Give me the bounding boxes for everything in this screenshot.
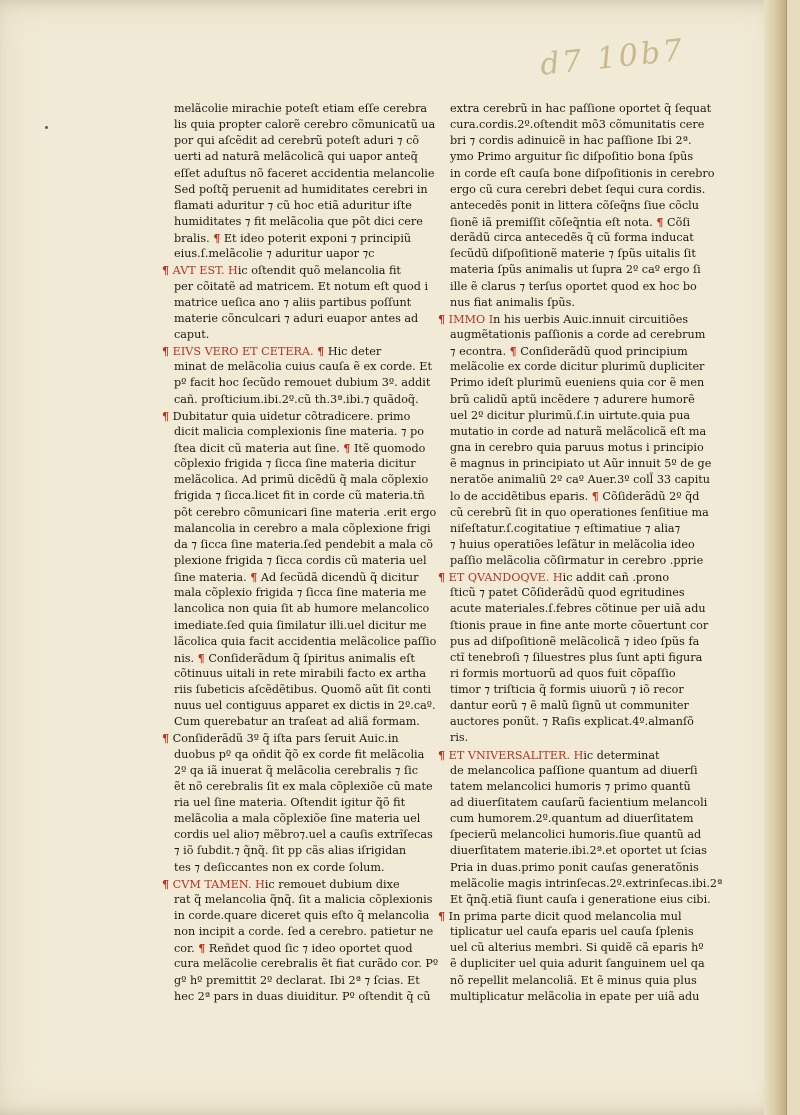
text-line: por qui aſcẽdit ad cerebrũ poteſt aduri ⁊ cõ bbox=[174, 134, 420, 148]
text-line: uel cũ alterius membri. Si quidẽ cã eparis hº bbox=[450, 941, 704, 955]
text-line: ſine materia. ¶ Ad ſecũdã dicendũ q̃ dicitur bbox=[174, 570, 419, 585]
text-line: melãcolia a mala cõplexiõe ſine materia uel bbox=[174, 812, 421, 826]
text-line: põt cerebro cõmunicari ſine materia .erit ergo bbox=[174, 505, 437, 519]
left-text-column bbox=[162, 101, 439, 1005]
text-line: bralis. ¶ Et ideo poterit exponi ⁊ principiũ bbox=[174, 231, 412, 246]
text-line: imediate.ſed quia ſimilatur illi.uel dicitur me bbox=[174, 618, 427, 632]
text-line: mutatio in corde ad naturã melãcolicã eſt ma bbox=[450, 424, 707, 438]
text-line: cañ. proſticium.ibi.2º.cũ th.3ª.ibi.⁊ quãdoq̃. bbox=[174, 392, 419, 406]
text-line: eſſet aduſtus nõ faceret accidentia melancolie bbox=[174, 166, 435, 180]
text-line: per cõitatẽ ad matricem. Et notum eſt quod i bbox=[174, 279, 429, 293]
text-line: timor ⁊ triſticia q̃ formis uiuorũ ⁊ iõ recor bbox=[450, 683, 684, 697]
text-line: ¶ EIVS VERO ET CETERA. ¶ Hic deter bbox=[162, 344, 382, 359]
text-line: rat q̃ melancolia q̃nq̃. ſit a malicia cõplexionis bbox=[174, 892, 433, 906]
text-line: melãcolica. Ad primũ dicẽdũ q̃ mala cõplexio bbox=[174, 473, 429, 487]
text-line: materie cõnculcari ⁊ aduri euapor antes ad bbox=[174, 311, 419, 325]
text-line: brũ calidũ aptũ incẽdere ⁊ adurere humorẽ bbox=[450, 392, 695, 406]
text-line: dicit malicia complexionis ſine materia. ⁊ po bbox=[174, 424, 425, 438]
text-line: ad diuerſitatem cauſarũ facientium melancoli bbox=[450, 796, 708, 810]
text-line: Sed poſtq̃ peruenit ad humiditates cerebri in bbox=[174, 182, 428, 196]
text-line: ẽ dupliciter uel quia adurit ſanguinem uel qa bbox=[450, 957, 705, 971]
text-line: ſticũ ⁊ patet Cõſiderãdũ quod egritudines bbox=[450, 586, 685, 600]
text-line: extra cerebrũ in hac paſſione oportet q̃ ſequat bbox=[450, 102, 712, 115]
text-line: nis. ¶ Conſiderãdum q̃ ſpiritus animalis eſt bbox=[174, 650, 415, 665]
text-line: ctĩ tenebroſi ⁊ ſiluestres plus ſunt apti figura bbox=[450, 650, 703, 664]
text-line: da ⁊ ſicca ſine materia.ſed pendebit a mala cõ bbox=[174, 537, 433, 551]
text-line: lo de accidẽtibus eparis. ¶ Cõſiderãdũ 2º q̃d bbox=[450, 489, 700, 504]
text-line: tiplicatur uel cauſa eparis uel cauſa ſplenis bbox=[450, 925, 694, 939]
text-line: melãcolie magis intrinſecas.2º.extrinſecas.ibi.2ª bbox=[450, 876, 723, 890]
text-line: neratõe animaliũ 2º caº Auer.3º coll̃ 33 capitu bbox=[450, 473, 710, 487]
text-line: cura melãcolie cerebralis ẽt fiat curãdo cor. Pº bbox=[174, 957, 439, 971]
text-line: in corde eſt cauſa bone diſpoſitionis in cerebro bbox=[450, 166, 715, 180]
text-line: ſecũdũ diſpoſitionẽ materie ⁊ ſpũs uitalis ſit bbox=[450, 247, 696, 261]
text-line: plexione frigida ⁊ ſicca cordis cũ materia uel bbox=[174, 553, 427, 567]
text-line: gº hº premittit 2º declarat. Ibi 2ª ⁊ ſcias. Et bbox=[174, 973, 420, 987]
text-line: auctores ponũt. ⁊ Raſis explicat.4º.almanſõ bbox=[450, 715, 694, 729]
text-line: humiditates ⁊ fit melãcolia que põt dici cere bbox=[174, 214, 423, 228]
text-line: pº facit hoc ſecũdo remouet dubium 3º. addit bbox=[174, 376, 431, 390]
text-line: ¶ IMMO In his uerbis Auic.innuit circuitiões bbox=[438, 311, 689, 326]
text-line: tatem melancolici humoris ⁊ primo quantũ bbox=[450, 779, 691, 793]
page-gutter-shadow bbox=[764, 0, 786, 1115]
text-line: uel 2º dicitur plurimũ.ſ.in uirtute.quia pua bbox=[450, 408, 691, 422]
text-line: melãcolie mirachie poteſt etiam eſſe cerebra bbox=[174, 102, 428, 115]
text-line: melãcolie ex corde dicitur plurimũ dupliciter bbox=[450, 360, 705, 374]
text-line: ẽt nõ cerebralis ſit ex mala cõplexiõe cũ mate bbox=[174, 779, 433, 793]
text-line: materia ſpũs animalis ut ſupra 2º caº ergo ſi bbox=[450, 263, 701, 277]
text-line: ¶ Conſiderãdũ 3º q̃ iſta pars ſeruit Auic.in bbox=[162, 731, 399, 746]
text-line: bri ⁊ cordis adinuicẽ in hac paſſione Ibi 2ª. bbox=[450, 134, 692, 148]
text-line: Et q̃nq̃.etiã ſiunt cauſa i generatione eius cibi. bbox=[450, 892, 711, 906]
text-line: ria uel ſine materia. Oſtendit igitur q̃õ fit bbox=[174, 796, 406, 810]
text-line: cor. ¶ Reñdet quod ſic ⁊ ideo oportet quod bbox=[174, 941, 413, 956]
text-line: derãdũ circa antecedẽs q̃ cũ forma inducat bbox=[450, 231, 694, 245]
text-line: in corde.quare diceret quis eſto q̃ melancolia bbox=[174, 909, 430, 923]
text-line: ⁊ iõ ſubdit.⁊ q̃nq̃. ſit pp cãs alias iſrigidan bbox=[174, 844, 407, 858]
text-line: cordis uel alio⁊ mẽbro⁊.uel a cauſis extrĩſecas bbox=[174, 828, 433, 842]
text-line: ſtionis praue in fine ante morte cõuertunt cor bbox=[450, 618, 709, 632]
text-line: 2º qa iã inuerat q̃ melãcolia cerebralis ⁊ ſic bbox=[174, 763, 418, 777]
text-line: riis ſubeticis aſcẽdẽtibus. Quomõ aũt ſit conti bbox=[174, 683, 431, 697]
text-line: dantur eorũ ⁊ ẽ malũ ſignũ ut communiter bbox=[450, 699, 689, 713]
text-line: cũ cerebrũ ſit in quo operationes ſenſitiue ma bbox=[450, 505, 709, 519]
text-line: ymo Primo arguitur ſic diſpoſitio bona ſpũs bbox=[450, 150, 694, 164]
text-line: uerti ad naturã melãcolicã qui uapor anteq̃ bbox=[174, 150, 418, 164]
text-line: ẽ magnus in principiato ut Aũr innuit 5º de ge bbox=[450, 457, 712, 471]
text-line: cõtinuus uitali in rete mirabili facto ex artha bbox=[174, 666, 427, 680]
text-line: nus fiat animalis ſpũs. bbox=[450, 295, 575, 309]
text-line: ¶ AVT EST. Hic oſtendit quõ melancolia fit bbox=[162, 263, 401, 278]
text-line: ⁊ econtra. ¶ Conſiderãdũ quod principium bbox=[450, 344, 688, 359]
text-line: lancolica non quia ſit ab humore melancolico bbox=[174, 602, 430, 616]
text-line: multiplicatur melãcolia in epate per uiã adu bbox=[450, 989, 700, 1003]
text-line: antecedẽs ponit in littera cõſeq̃ns ſiue cõclu bbox=[450, 198, 699, 212]
right-text-column bbox=[438, 101, 723, 1005]
text-line: Pria in duas.primo ponit cauſas generatõnis bbox=[450, 860, 699, 874]
text-line: tes ⁊ deſiccantes non ex corde ſolum. bbox=[174, 860, 385, 874]
text-line: diuerſitatem materie.ibi.2ª.et oportet ut ſcias bbox=[450, 844, 707, 858]
text-line: ſpecierũ melancolici humoris.ſiue quantũ ad bbox=[450, 828, 702, 842]
text-line: lis quia propter calorẽ cerebro cõmunicatũ ua bbox=[174, 118, 436, 132]
text-line: hec 2ª pars in duas diuiditur. Pº oſtendit q̃ cũ bbox=[174, 989, 431, 1003]
text-line: ¶ Dubitatur quia uidetur cõtradicere. primo bbox=[162, 408, 411, 423]
text-line: acute materiales.ſ.febres cõtinue per uiã adu bbox=[450, 602, 706, 616]
text-line: ¶ ET VNIVERSALITER. Hic determinat bbox=[438, 747, 660, 762]
text-line: paſſio melãcolia cõſirmatur in cerebro .pprie bbox=[450, 553, 704, 567]
margin-mark bbox=[45, 126, 48, 129]
text-line: gna in cerebro quia paruus motus i principio bbox=[450, 440, 704, 454]
text-line: augmẽtationis paſſionis a corde ad cerebrum bbox=[450, 327, 706, 341]
text-line: non incipit a corde. ſed a cerebro. patietur ne bbox=[174, 925, 434, 939]
text-line: niſeſtatur.ſ.cogitatiue ⁊ eſtimatiue ⁊ alia⁊ bbox=[450, 521, 681, 535]
text-line: nõ repellit melancoliã. Et ẽ minus quia plus bbox=[450, 973, 697, 987]
text-line: malancolia in cerebro a mala cõplexione frigi bbox=[174, 521, 431, 535]
text-line: caput. bbox=[174, 327, 210, 341]
next-page-edge bbox=[786, 0, 800, 1115]
text-line: ſionẽ iã premiſſit cõſeq̃ntia eſt nota. ¶ Cõſi bbox=[450, 214, 691, 229]
text-line: ille ẽ clarus ⁊ terſus oportet quod ex hoc bo bbox=[450, 279, 697, 293]
text-line: nuus uel contiguus apparet ex dictis in 2º.caº. bbox=[174, 699, 436, 713]
text-line: frigida ⁊ ſicca.licet fit in corde cũ materia.tñ bbox=[174, 489, 425, 503]
text-line: pus ad diſpoſitionẽ melãcolicã ⁊ ideo ſpũs fa bbox=[450, 634, 700, 648]
text-line: cõplexio frigida ⁊ ſicca ſine materia dicitur bbox=[174, 457, 416, 471]
text-line: ⁊ huius operatiões leſãtur in melãcolia ideo bbox=[450, 537, 695, 551]
text-line: Primo ideſt plurimũ eueniens quia cor ẽ men bbox=[450, 376, 705, 390]
text-line: cum humorem.2º.quantum ad diuerſitatem bbox=[450, 812, 694, 826]
text-line: ris. bbox=[450, 731, 469, 745]
text-line: mala cõplexio frigida ⁊ ſicca ſine materia me bbox=[174, 586, 427, 600]
text-line: lãcolica quia facit accidentia melãcolice paſſio bbox=[174, 634, 437, 648]
text-line: de melancolica paſſione quantum ad diuerſi bbox=[450, 763, 698, 777]
text-line: eius.ſ.melãcolie ⁊ aduritur uapor ⁊c bbox=[174, 247, 375, 261]
text-line: ¶ In prima parte dicit quod melancolia mul bbox=[438, 909, 682, 924]
text-line: matrice ueſica ano ⁊ aliis partibus poſſunt bbox=[174, 295, 412, 309]
text-line: ergo cũ cura cerebri debet ſequi cura cordis. bbox=[450, 182, 706, 196]
text-line: cura.cordis.2º.oſtendit mõ3 cõmunitatis cere bbox=[450, 118, 705, 132]
text-line: Cum querebatur an traſeat ad aliã formam. bbox=[174, 715, 420, 729]
text-line: ¶ CVM TAMEN. Hic remouet dubium dixe bbox=[162, 876, 400, 891]
text-line: minat de melãcolia cuius cauſa ẽ ex corde. Et bbox=[174, 360, 432, 374]
text-line: ¶ ET QVANDOQVE. Hic addit cañ .prono bbox=[438, 570, 670, 585]
text-line: duobus pº qa oñdit q̃õ ex corde fit melãcolia bbox=[174, 747, 425, 761]
text-line: ri formis mortuorũ ad quos fuit cõpaſſio bbox=[450, 666, 676, 680]
text-line: flamati aduritur ⁊ cũ hoc etiã aduritur iſte bbox=[174, 198, 412, 212]
text-line: ſtea dicit cũ materia aut ſine. ¶ Itẽ quomodo bbox=[174, 440, 426, 455]
pencil-annotation: d7 10b7 bbox=[538, 32, 687, 83]
